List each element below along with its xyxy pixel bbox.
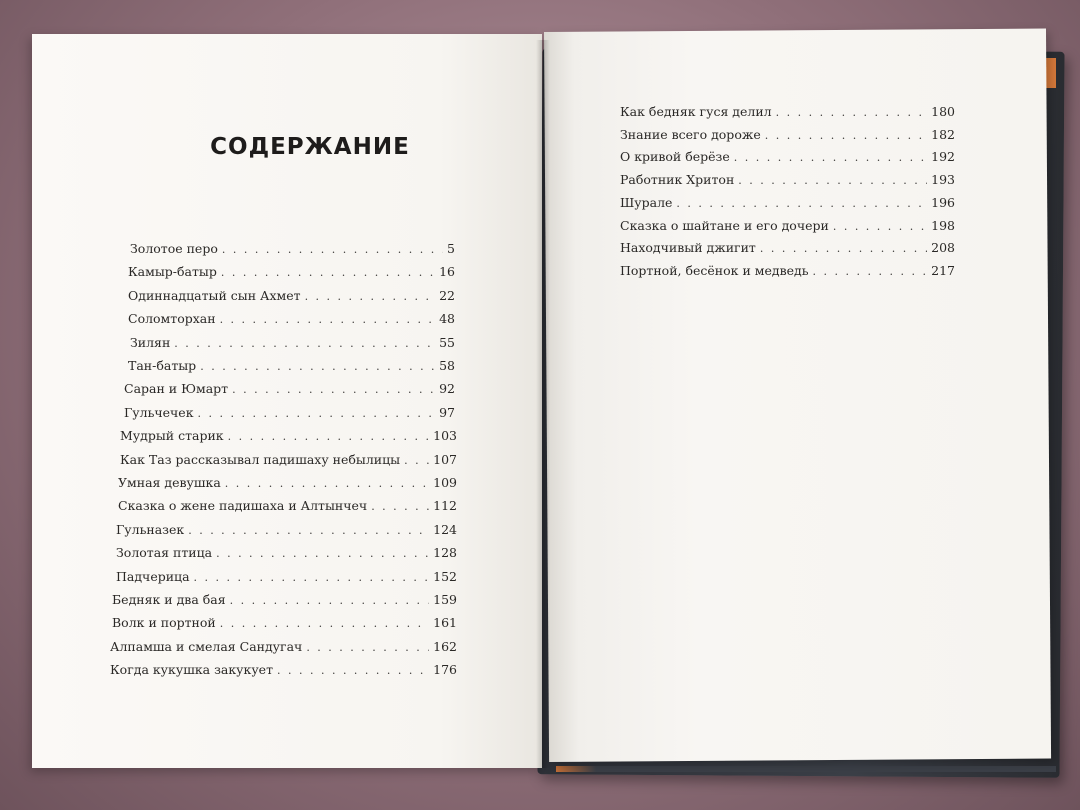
- toc-entry: [112, 615, 457, 630]
- toc-entry: [120, 452, 457, 467]
- toc-entry-page: 193: [931, 172, 955, 188]
- toc-entry-title: Одиннадцатый сын Ахмет: [128, 287, 301, 303]
- toc-leader-dots: [734, 151, 927, 164]
- toc-entry: [124, 381, 455, 396]
- toc-entry-page: 112: [433, 498, 457, 514]
- toc-entry: [620, 240, 955, 255]
- toc-leader-dots: [188, 524, 429, 537]
- toc-entry: [620, 218, 955, 233]
- toc-entry-page: 55: [439, 334, 455, 350]
- toc-leader-dots: [232, 383, 435, 396]
- toc-entry: [130, 335, 455, 350]
- toc-entry-page: 161: [433, 615, 457, 631]
- toc-entry-title: Золотое перо: [130, 241, 218, 256]
- toc-entry-page: 92: [439, 381, 455, 397]
- toc-entry-page: 192: [931, 149, 955, 165]
- toc-entry-page: 152: [433, 568, 457, 584]
- toc-entry-title: Соломторхан: [128, 311, 216, 327]
- toc-entry: [620, 149, 955, 164]
- toc-leader-dots: [738, 174, 927, 187]
- toc-entry-page: 176: [433, 662, 457, 678]
- toc-entry: [130, 241, 455, 256]
- toc-entry-title: Гульчечек: [124, 404, 194, 420]
- toc-entry: [110, 662, 457, 677]
- toc-entry-page: 128: [433, 545, 457, 561]
- toc-entry-page: 58: [439, 358, 455, 373]
- toc-entry-title: Как бедняк гуся делил: [620, 104, 772, 119]
- toc-entry-page: 22: [439, 287, 455, 303]
- toc-leader-dots: [776, 106, 928, 119]
- toc-entry-title: Камыр-батыр: [128, 264, 217, 280]
- toc-entry: [620, 172, 955, 187]
- toc-entry: [128, 358, 455, 373]
- toc-leader-dots: [216, 547, 429, 560]
- toc-leader-dots: [676, 197, 927, 210]
- toc-leader-dots: [220, 313, 436, 326]
- toc-entry-page: 196: [931, 194, 955, 210]
- toc-entry-title: Гульназек: [116, 521, 185, 537]
- toc-leader-dots: [225, 477, 429, 490]
- toc-leader-dots: [306, 641, 429, 654]
- toc-leader-dots: [277, 664, 429, 677]
- toc-entry-page: 208: [931, 240, 955, 256]
- toc-entry-title: Золотая птица: [116, 545, 213, 561]
- toc-entry-page: 180: [931, 104, 955, 119]
- toc-entry-title: О кривой берёзе: [620, 149, 730, 165]
- toc-entry-page: 124: [433, 521, 457, 537]
- toc-entry-title: Падчерица: [116, 568, 190, 584]
- toc-leader-dots: [222, 243, 443, 256]
- toc-entry: [128, 288, 455, 303]
- toc-leader-dots: [174, 337, 435, 350]
- toc-entry-title: Сказка о шайтане и его дочери: [620, 217, 829, 233]
- page-title: СОДЕРЖАНИЕ: [210, 134, 410, 160]
- toc-entry: [620, 263, 955, 278]
- toc-entry: [128, 311, 455, 326]
- toc-entry-page: 159: [433, 592, 457, 607]
- toc-entry: [620, 195, 955, 210]
- toc-entry: [116, 545, 457, 560]
- toc-leader-dots: [813, 265, 928, 278]
- toc-entry-title: Знание всего дороже: [620, 126, 761, 142]
- toc-entry-page: 109: [433, 475, 457, 490]
- toc-leader-dots: [371, 500, 429, 513]
- toc-entry-page: 97: [439, 404, 455, 420]
- toc-leader-dots: [200, 360, 435, 373]
- toc-entry: [116, 522, 457, 537]
- toc-leader-dots: [228, 430, 430, 443]
- toc-entry-title: Как Таз рассказывал падишаху небылицы: [120, 451, 401, 467]
- toc-entry: [118, 498, 457, 513]
- toc-entry: [120, 428, 457, 443]
- toc-leader-dots: [765, 129, 927, 142]
- toc-entry: [620, 104, 955, 119]
- toc-leader-dots: [230, 594, 430, 607]
- toc-entry-title: Мудрый старик: [120, 428, 224, 444]
- toc-entry-title: Работник Хритон: [620, 172, 735, 188]
- toc-entry-title: Сказка о жене падишаха и Алтынчеч: [118, 498, 368, 514]
- toc-entry: [110, 639, 457, 654]
- toc-entry-page: 103: [433, 428, 457, 444]
- toc-leader-dots: [221, 266, 435, 279]
- toc-entry-title: Находчивый джигит: [620, 240, 756, 256]
- toc-entry-title: Волк и портной: [112, 615, 216, 631]
- toc-entry: [118, 475, 457, 490]
- toc-leader-dots: [404, 454, 429, 467]
- toc-leader-dots: [833, 220, 927, 233]
- toc-entry-title: Саран и Юмарт: [124, 381, 229, 397]
- toc-entry-page: 162: [433, 638, 457, 654]
- toc-entry-title: Умная девушка: [118, 475, 221, 490]
- toc-entry: [620, 127, 955, 142]
- toc-entry: [116, 569, 457, 584]
- toc-entry-title: Шурале: [620, 194, 673, 210]
- toc-entry-page: 107: [433, 451, 457, 467]
- toc-leader-dots: [760, 242, 927, 255]
- toc-leader-dots: [194, 571, 430, 584]
- toc-entry-page: 198: [931, 217, 955, 233]
- toc-entry-page: 5: [447, 241, 455, 256]
- toc-leader-dots: [220, 617, 429, 630]
- toc-entry-title: Когда кукушка закукует: [110, 662, 273, 678]
- toc-entry-title: Тан-батыр: [128, 358, 197, 373]
- toc-leader-dots: [305, 290, 436, 303]
- toc-entry-title: Бедняк и два бая: [112, 592, 226, 607]
- toc-entry-title: Зилян: [130, 334, 171, 350]
- toc-entry-page: 217: [931, 262, 955, 278]
- toc-leader-dots: [198, 407, 436, 420]
- toc-entry: [112, 592, 457, 607]
- toc-entry-title: Алпамша и смелая Сандугач: [110, 638, 303, 654]
- toc-entry-page: 48: [439, 311, 455, 327]
- toc-entry-page: 182: [931, 126, 955, 142]
- toc-entry: [124, 405, 455, 420]
- toc-entry-title: Портной, бесёнок и медведь: [620, 262, 809, 278]
- toc-entry-page: 16: [439, 264, 455, 280]
- toc-entry: [128, 264, 455, 279]
